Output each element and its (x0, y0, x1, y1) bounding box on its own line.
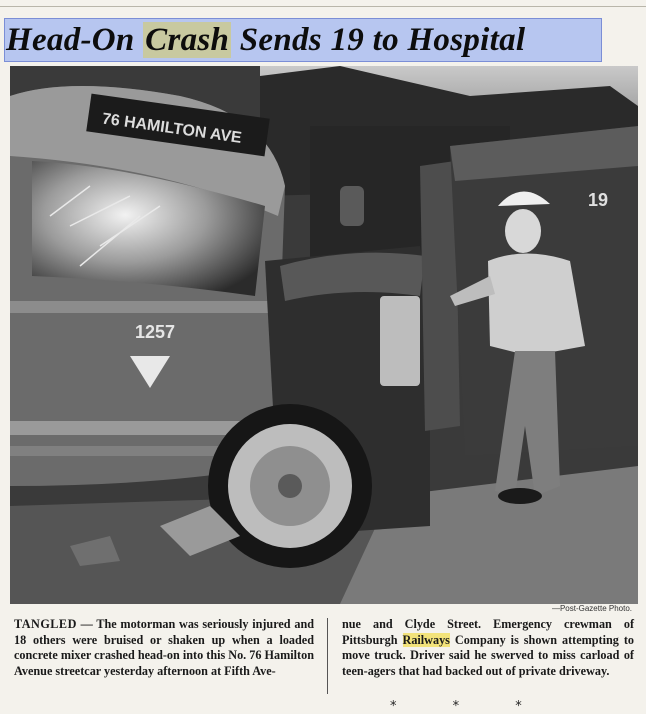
headline (6, 18, 525, 62)
photo-credit: —Post-Gazette Photo. (551, 604, 632, 613)
crash-photo (10, 66, 638, 604)
caption-left-column (14, 617, 314, 679)
headline-part-1: Head-On (6, 22, 144, 58)
crash-photo-illustration (10, 66, 638, 604)
streetcar-number: 1257 (135, 322, 176, 342)
caption-highlighted-word: Railways (402, 632, 450, 647)
headline-highlighted-word: Crash (145, 22, 230, 58)
truck-number: 19 (588, 190, 609, 210)
caption-left-text: — The motorman was seriously injured and 18 others were bruised or shaken up when a loaded concrete mixer crashed head-on into this No. 76 Hamilton Avenue streetcar yesterday afternoon at Fifth Ave- (14, 617, 314, 678)
caption-lead: TANGLED (14, 617, 77, 631)
section-break-stars: * * * (390, 699, 548, 714)
streetcar-sign: 76 HAMILTON AVE (100, 110, 243, 147)
caption-right-column (342, 617, 634, 679)
caption-right-text-2: Company is shown attempting to move truck. Driver said he swerved to miss carload of teen-agers that had backed out of private driveway. (342, 632, 634, 678)
headline-part-2: Sends 19 to Hospital (231, 22, 526, 58)
top-rule (0, 6, 646, 7)
column-divider (327, 618, 328, 694)
caption-right-text-1: nue and Clyde Street. Emergency crewman of Pittsburgh (342, 617, 634, 647)
